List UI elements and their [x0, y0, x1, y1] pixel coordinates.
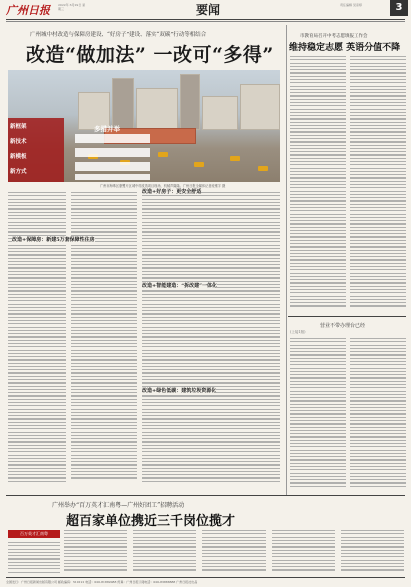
photo-building	[202, 96, 238, 130]
body-column	[290, 338, 346, 489]
right-box-title: 营业不带办理台已经	[320, 323, 366, 329]
bottom-tag: 百万英才汇南粤	[8, 530, 60, 538]
photo-caption: 广州市海珠区康鹭片区城中村改造项目现场，机械声隆隆。广州日报全媒体记者庞维宇 摄	[100, 184, 226, 188]
editor-credit: 责任编辑 吴彦婷	[340, 3, 362, 7]
subhead: 改造+智能建造：“拆改建”一体化	[142, 283, 217, 289]
photo-excavator	[258, 166, 268, 171]
bottom-headline: 超百家单位携近三千岗位揽才	[66, 514, 236, 529]
sidebar-desc	[75, 174, 150, 180]
subhead: 改造+好房子：更安全舒适	[142, 189, 202, 195]
photo-building	[180, 74, 200, 130]
sidebar-item-1: 新框架	[10, 124, 27, 130]
newspaper-logo: 广州日报	[6, 4, 50, 17]
right-headline: 维持稳定志愿 英语分值不降	[289, 43, 401, 53]
subhead: 改造+绿色低碳：建筑垃圾资源化	[142, 388, 217, 394]
bottom-section-rule	[6, 495, 405, 496]
sidebar-desc	[75, 162, 150, 171]
footer: 全国发行：广州日报新闻出版有限公司 邮政编码：510121 电话：020-81882088 传真：广州日报订阅电话：020-83888888 广州日报社出品	[6, 580, 198, 584]
photo-building	[240, 84, 280, 130]
sidebar-item-4: 新方式	[10, 169, 27, 175]
masthead-rule-thin	[6, 21, 405, 22]
sidebar-desc	[75, 148, 150, 157]
body-column	[8, 542, 60, 575]
masthead	[0, 0, 411, 19]
right-box-sub: (上接1版)	[290, 330, 306, 334]
body-column	[64, 530, 404, 574]
right-kicker: 市教育局召开中考志愿填报工作会	[300, 34, 368, 39]
sidebar-desc	[75, 134, 150, 143]
photo-excavator	[194, 162, 204, 167]
body-column	[290, 56, 346, 309]
section-title: 要闻	[196, 3, 221, 17]
bottom-kicker: 广州举办“百万英才汇南粤—广州好团工”招聘活动	[52, 502, 185, 509]
photo-excavator	[158, 152, 168, 157]
body-column	[350, 338, 406, 489]
column-divider	[286, 25, 287, 495]
issue-date: 2022年 6月29日 星期三	[58, 3, 86, 11]
subhead: 改造+保障房：新建5万套保障性住房	[12, 237, 95, 243]
lead-kicker: 广州城中村改造与保障房建设、“好房子”建设、落实“双碳”行动等相结合	[30, 32, 207, 38]
body-column	[142, 192, 280, 484]
body-column	[350, 56, 406, 309]
lead-headline: 改造“做加法” 一改可“多得”	[26, 44, 274, 66]
photo-excavator	[230, 156, 240, 161]
page-number: 3	[390, 0, 408, 16]
masthead-rule	[6, 19, 405, 20]
photo-building	[136, 88, 178, 130]
photo-building	[112, 78, 134, 130]
sidebar-item-3: 新模板	[10, 154, 27, 160]
sidebar-title: 多措并举	[94, 125, 120, 133]
sidebar-item-2: 新技术	[10, 139, 27, 145]
right-section-rule	[288, 316, 406, 317]
